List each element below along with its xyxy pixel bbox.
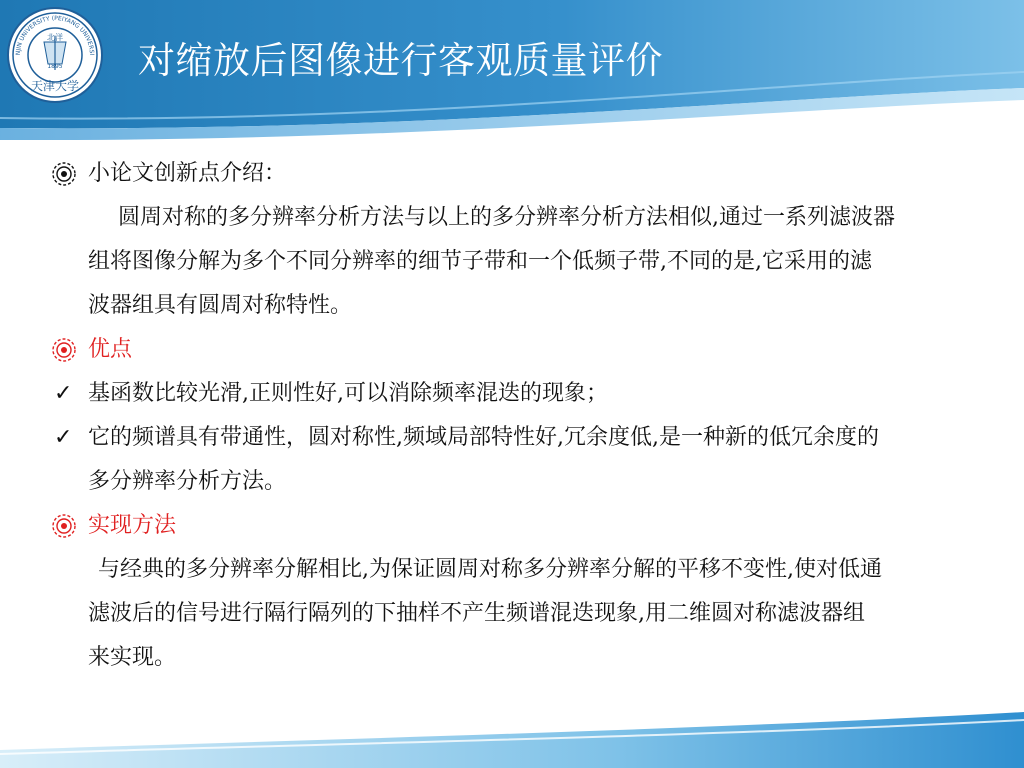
- check-item: ✓ 它的频谱具有带通性，圆对称性,频域局部特性好,冗余度低,是一种新的低冗余度的: [50, 416, 1020, 460]
- gear-circle-icon: [50, 336, 78, 364]
- paragraph-line: 波器组具有圆周对称特性。: [88, 293, 353, 318]
- footer-band: [0, 700, 1024, 768]
- paragraph-line: 滤波后的信号进行隔行隔列的下抽样不产生频谱混迭现象,用二维圆对称滤波器组: [88, 601, 865, 626]
- checkmark-icon: ✓: [54, 425, 73, 450]
- section-heading-text: 实现方法: [88, 513, 177, 538]
- checkmark-icon: ✓: [54, 381, 73, 406]
- paragraph-line: 来实现。: [88, 645, 177, 670]
- svg-text:天津大学: 天津大学: [30, 79, 80, 93]
- section-heading: [50, 152, 1020, 196]
- slide-title: 对缩放后图像进行客观质量评价: [138, 39, 663, 82]
- slide-content: [50, 152, 1020, 680]
- university-logo: [6, 6, 104, 104]
- section-heading: [50, 504, 1020, 548]
- paragraph-line: 组将图像分解为多个不同分辨率的细节子带和一个低频子带,不同的是,它采用的滤: [88, 249, 872, 274]
- paragraph-line: 多分辨率分析方法。: [88, 469, 287, 494]
- section-heading-text: 小论文创新点介绍：: [88, 161, 287, 186]
- svg-text:1895: 1895: [47, 63, 63, 70]
- section-heading: [50, 328, 1020, 372]
- svg-text:TIANJIN UNIVERSITY (PEIYANG UN: NJIN UNIVERSITY (PEIYANG UNIVERSI: [14, 14, 96, 56]
- gear-circle-icon: [50, 512, 78, 540]
- paragraph-line: 圆周对称的多分辨率分析方法与以上的多分辨率分析方法相似,通过一系列滤波器: [118, 205, 895, 230]
- check-item: ✓ 基函数比较光滑,正则性好,可以消除频率混迭的现象；: [50, 372, 1020, 416]
- svg-text:北洋: 北洋: [47, 33, 63, 42]
- section-heading-text: 优点: [88, 337, 133, 362]
- gear-circle-icon: [50, 160, 78, 188]
- paragraph-line: 与经典的多分辨率分解相比,为保证圆周对称多分辨率分解的平移不变性,使对低通: [98, 557, 882, 582]
